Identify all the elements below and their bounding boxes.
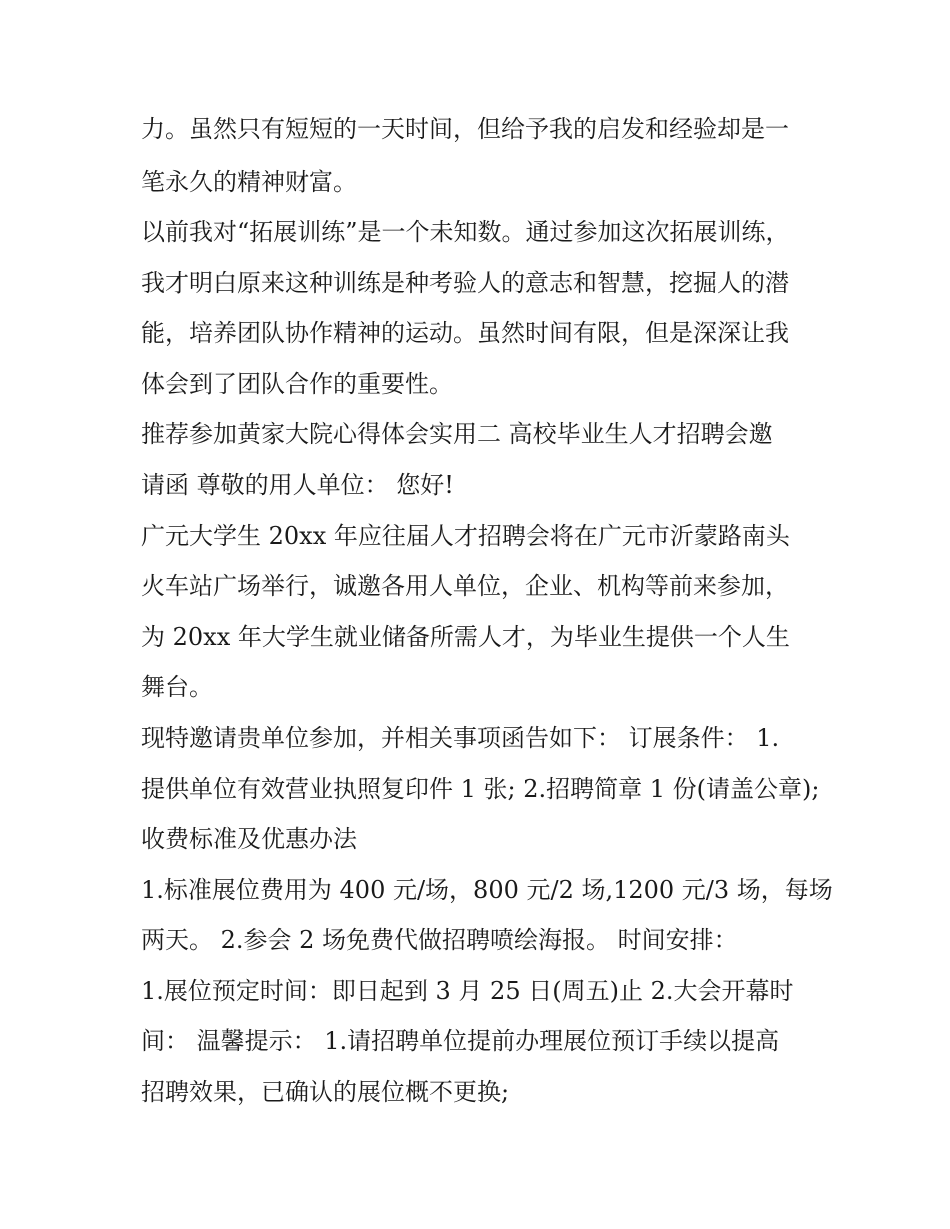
text-line: 体会到了团队合作的重要性。 (141, 370, 453, 398)
text-line: 1.标准展位费用为 400 元/场，800 元/2 场,1200 元/3 场，每场 (141, 876, 833, 904)
text-line: 广元大学生 20xx 年应往届人才招聘会将在广元市沂蒙路南头 (141, 522, 790, 550)
text-line: 能，培养团队协作精神的运动。虽然时间有限，但是深深让我 (141, 319, 789, 347)
text-line: 为 20xx 年大学生就业储备所需人才，为毕业生提供一个人生 (141, 623, 790, 651)
text-line: 收费标准及优惠办法 (141, 825, 357, 853)
text-line: 推荐参加黄家大院心得体会实用二 高校毕业生人才招聘会邀 (141, 420, 773, 448)
text-line: 1.展位预定时间：即日起到 3 月 25 日(周五)止 2.大会开幕时 (141, 977, 794, 1005)
text-line: 笔永久的精神财富。 (141, 168, 357, 196)
text-line: 我才明白原来这种训练是种考验人的意志和智慧，挖掘人的潜 (141, 269, 789, 297)
text-line: 请函 尊敬的用人单位： 您好! (141, 471, 454, 499)
text-line: 力。虽然只有短短的一天时间，但给予我的启发和经验却是一 (141, 115, 789, 143)
text-line: 提供单位有效营业执照复印件 1 张; 2.招聘简章 1 份(请盖公章); (141, 775, 820, 803)
text-line: 间： 温馨提示： 1.请招聘单位提前办理展位预订手续以提高 (141, 1027, 780, 1055)
text-line: 两天。 2.参会 2 场免费代做招聘喷绘海报。 时间安排： (141, 926, 738, 954)
text-line: 招聘效果，已确认的展位概不更换; (141, 1078, 510, 1106)
text-line: 舞台。 (141, 673, 213, 701)
text-line: 火车站广场举行，诚邀各用人单位，企业、机构等前来参加， (141, 572, 789, 600)
text-line: 以前我对“拓展训练”是一个未知数。通过参加这次拓展训练， (141, 218, 790, 246)
text-line: 现特邀请贵单位参加，并相关事项函告如下： 订展条件： 1. (141, 724, 780, 752)
